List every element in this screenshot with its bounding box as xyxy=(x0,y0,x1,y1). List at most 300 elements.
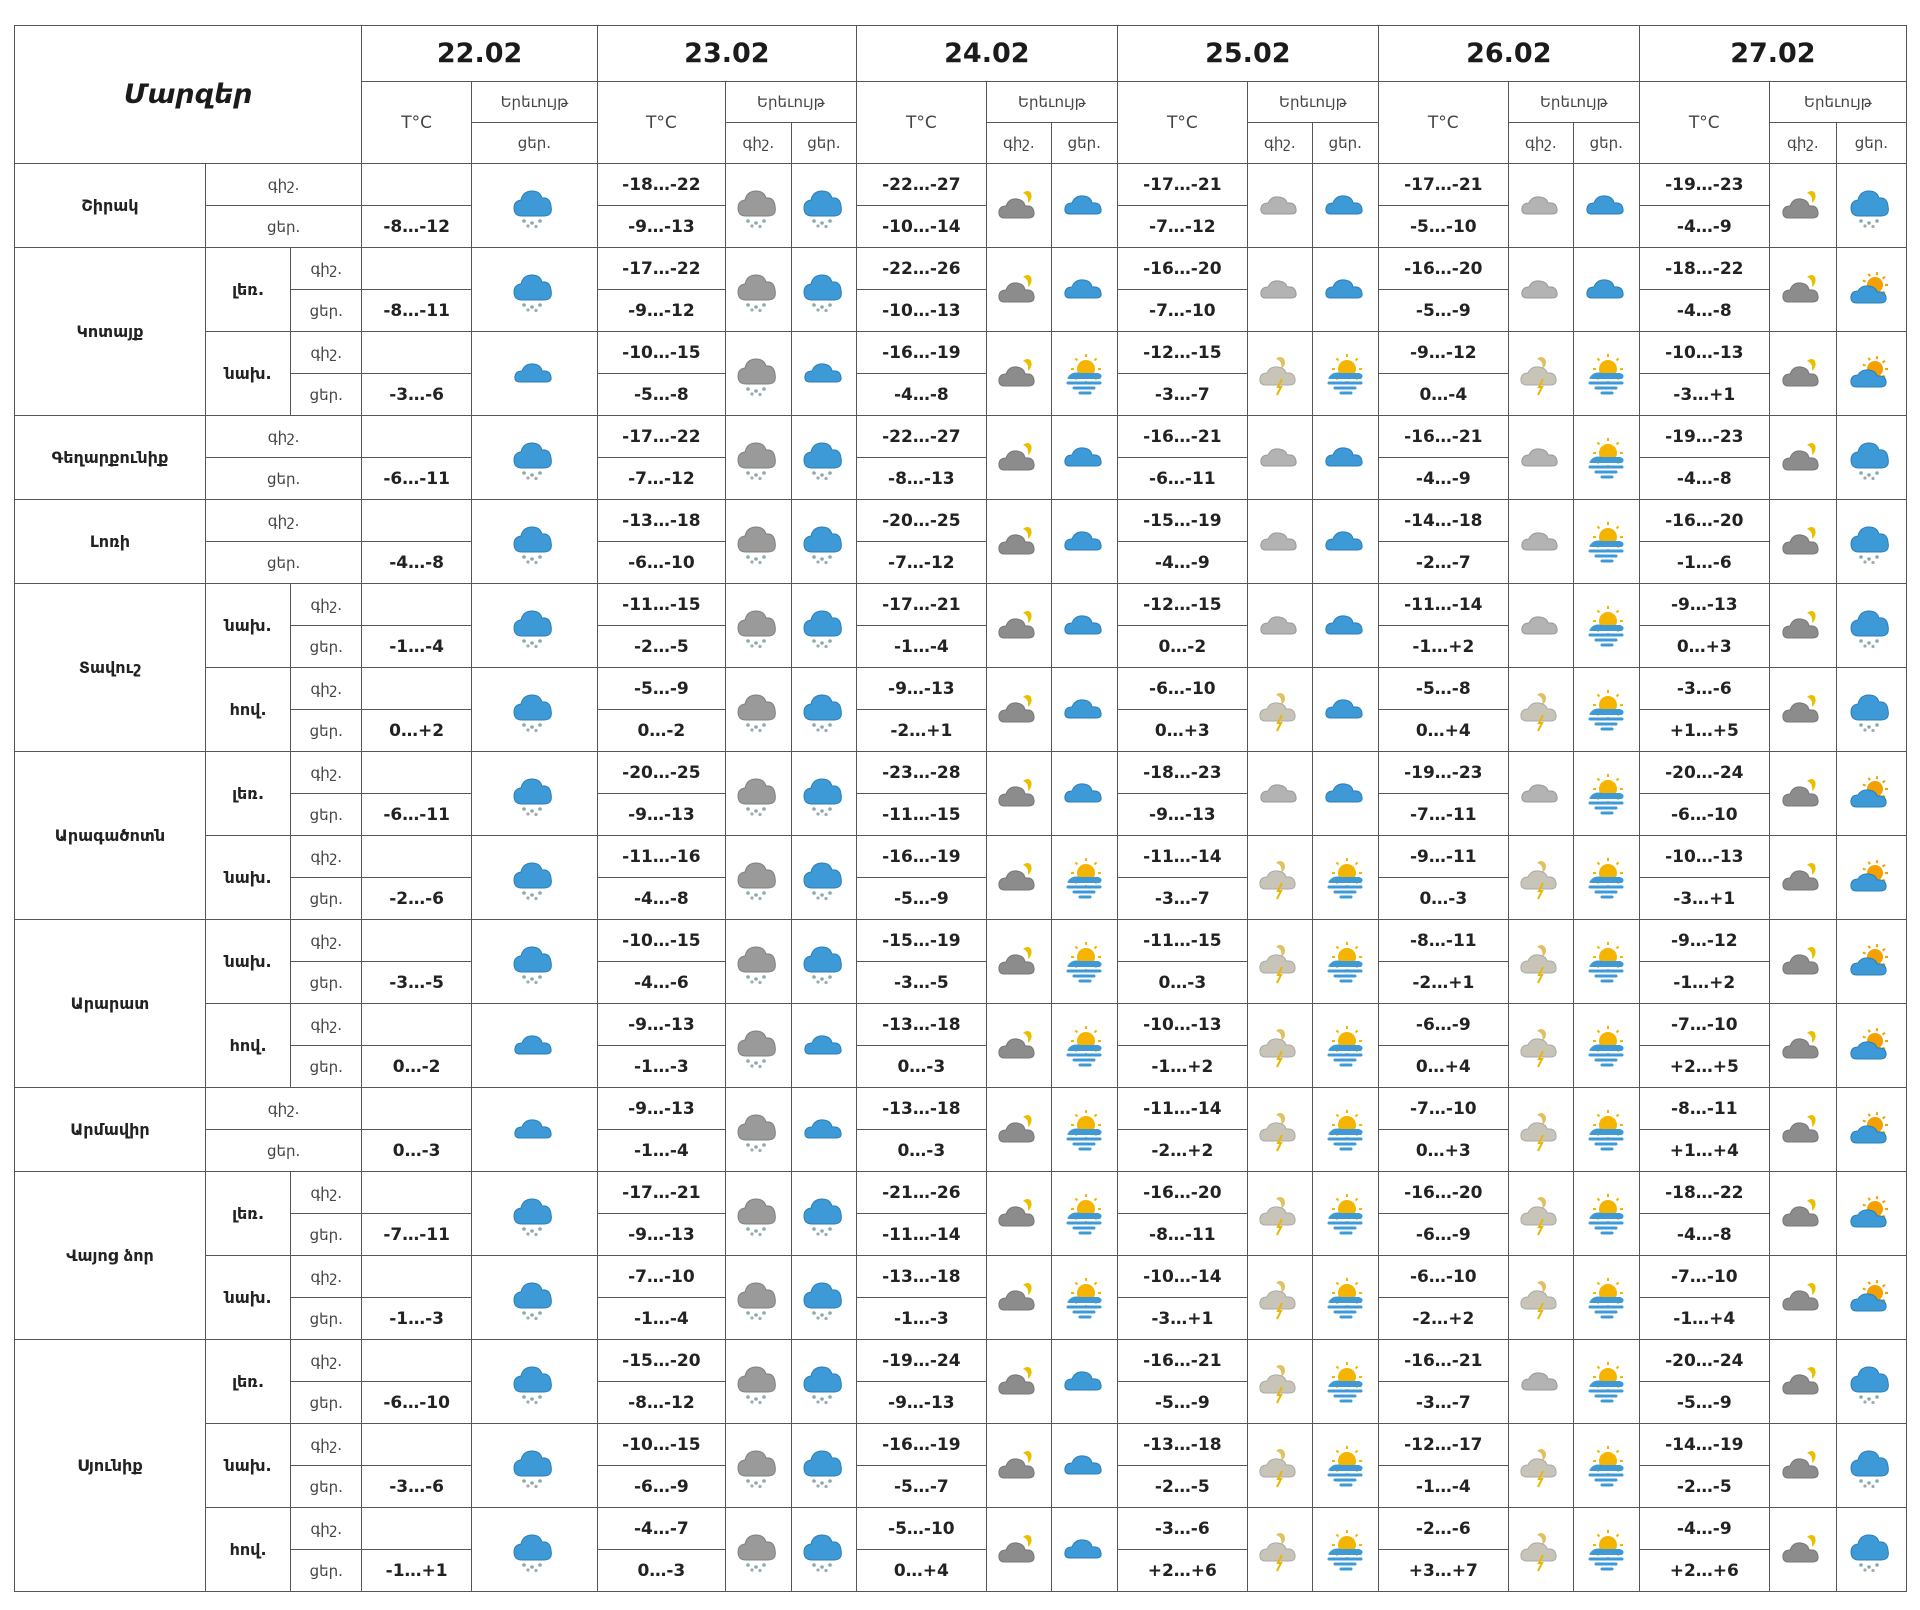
temp-cell: -4…-9 xyxy=(1117,542,1247,584)
temp-cell: -1…+4 xyxy=(1639,1298,1769,1340)
weather-icon-cell xyxy=(1573,416,1639,500)
partly-cloudy-moon-icon xyxy=(987,1189,1051,1239)
weather-icon-cell xyxy=(1247,1256,1312,1340)
snow-cloud-icon xyxy=(472,601,597,651)
sun-fog-icon xyxy=(1052,937,1117,987)
sun-fog-icon xyxy=(1052,1189,1117,1239)
grey-cloud-icon xyxy=(1248,265,1312,315)
partly-cloudy-moon-icon xyxy=(987,1105,1051,1155)
weather-icon-cell xyxy=(1573,1088,1639,1172)
weather-icon-cell xyxy=(471,1256,597,1340)
temp-cell: -3…+1 xyxy=(1117,1298,1247,1340)
weather-icon-cell xyxy=(1769,164,1836,248)
sun-fog-icon xyxy=(1574,1273,1639,1323)
blue-cloud-icon xyxy=(1313,181,1378,231)
temp-cell: -15…-20 xyxy=(597,1340,725,1382)
weather-icon-cell xyxy=(1247,584,1312,668)
temp-cell: -16…-21 xyxy=(1378,416,1508,458)
weather-icon-cell xyxy=(986,836,1051,920)
night-col-header: գիշ. xyxy=(1769,123,1836,164)
blue-cloud-icon xyxy=(1313,769,1378,819)
temp-cell: -18…-22 xyxy=(597,164,725,206)
weather-icon-cell xyxy=(1312,1340,1378,1424)
partly-cloudy-moon-icon xyxy=(987,349,1051,399)
weather-icon-cell xyxy=(1573,1004,1639,1088)
temp-cell: -10…-15 xyxy=(597,1424,725,1466)
blue-cloud-icon xyxy=(1313,265,1378,315)
light-moon-cloud-icon xyxy=(1509,1189,1573,1239)
sun-fog-icon xyxy=(1052,1273,1117,1323)
temp-cell: -5…-7 xyxy=(856,1466,986,1508)
zone-label: նախ. xyxy=(205,836,290,920)
snow-cloud-icon xyxy=(472,433,597,483)
temp-cell: -19…-23 xyxy=(1639,164,1769,206)
date-header: 27.02 xyxy=(1639,26,1906,82)
night-label: գիշ. xyxy=(291,1172,362,1214)
snow-cloud-icon xyxy=(1837,1525,1906,1575)
temp-cell-empty xyxy=(362,1004,472,1046)
sun-fog-icon xyxy=(1313,1105,1378,1155)
weather-icon-cell xyxy=(1312,668,1378,752)
weather-icon-cell xyxy=(1051,500,1117,584)
temp-cell: -10…-15 xyxy=(597,332,725,374)
temp-cell: -16…-20 xyxy=(1378,1172,1508,1214)
partly-cloudy-moon-icon xyxy=(1770,1441,1836,1491)
weather-icon-cell xyxy=(1836,164,1906,248)
temp-cell: -3…+1 xyxy=(1639,878,1769,920)
weather-icon-cell xyxy=(471,836,597,920)
partly-cloudy-moon-icon xyxy=(987,1525,1051,1575)
weather-icon-cell xyxy=(1051,668,1117,752)
temp-cell-empty xyxy=(362,668,472,710)
temp-cell: -12…-17 xyxy=(1378,1424,1508,1466)
temp-cell: -7…-12 xyxy=(856,542,986,584)
blue-cloud-icon xyxy=(1313,517,1378,567)
temp-cell: -7…-11 xyxy=(1378,794,1508,836)
sun-fog-icon xyxy=(1574,937,1639,987)
partly-cloudy-moon-icon xyxy=(987,265,1051,315)
night-label: գիշ. xyxy=(291,584,362,626)
partly-cloudy-moon-icon xyxy=(1770,265,1836,315)
weather-icon-cell xyxy=(725,248,791,332)
partly-cloudy-moon-icon xyxy=(1770,937,1836,987)
temp-cell: -3…-7 xyxy=(1378,1382,1508,1424)
weather-icon-cell xyxy=(725,1340,791,1424)
light-moon-cloud-icon xyxy=(1248,1021,1312,1071)
temp-cell: -1…-3 xyxy=(362,1298,472,1340)
weather-icon-cell xyxy=(471,1004,597,1088)
weather-icon-cell xyxy=(986,752,1051,836)
temp-cell: -4…-8 xyxy=(597,878,725,920)
forecast-table xyxy=(14,25,1907,1592)
temp-cell: 0…+2 xyxy=(362,710,472,752)
blue-cloud-icon xyxy=(1052,265,1117,315)
weather-icon-cell xyxy=(1573,1172,1639,1256)
zone-label: նախ. xyxy=(205,920,290,1004)
weather-icon-cell xyxy=(1247,1424,1312,1508)
sun-fog-icon xyxy=(1313,1021,1378,1071)
temp-cell: -18…-22 xyxy=(1639,1172,1769,1214)
weather-icon-cell xyxy=(471,416,597,500)
table-row xyxy=(15,500,1907,542)
temp-cell: -4…-8 xyxy=(1639,1214,1769,1256)
temp-cell: -9…-13 xyxy=(597,794,725,836)
weather-icon-cell xyxy=(1247,500,1312,584)
weather-icon-cell xyxy=(1573,1424,1639,1508)
light-moon-cloud-icon xyxy=(1248,1273,1312,1323)
table-row xyxy=(15,1508,1907,1550)
zone-label: հով. xyxy=(205,1004,290,1088)
partly-cloudy-moon-icon xyxy=(1770,769,1836,819)
night-label: գիշ. xyxy=(205,164,361,206)
weather-icon-cell xyxy=(1769,1256,1836,1340)
weather-icon-cell xyxy=(986,332,1051,416)
weather-icon-cell xyxy=(1247,668,1312,752)
night-col-header: գիշ. xyxy=(725,123,791,164)
weather-icon-cell xyxy=(1573,836,1639,920)
temp-cell: -11…-14 xyxy=(1117,836,1247,878)
temp-cell: 0…+3 xyxy=(1378,1130,1508,1172)
day-label: ցեր. xyxy=(291,1466,362,1508)
sun-fog-icon xyxy=(1313,1441,1378,1491)
weather-icon-cell xyxy=(1051,416,1117,500)
weather-icon-cell xyxy=(1573,248,1639,332)
weather-icon-cell xyxy=(1051,1172,1117,1256)
weather-icon-cell xyxy=(725,584,791,668)
weather-icon-cell xyxy=(986,920,1051,1004)
temp-cell: -13…-18 xyxy=(856,1004,986,1046)
weather-icon-cell xyxy=(1051,1256,1117,1340)
temp-cell: 0…-3 xyxy=(362,1130,472,1172)
partly-cloudy-moon-icon xyxy=(987,1357,1051,1407)
weather-icon-cell xyxy=(791,1340,856,1424)
temp-cell: -4…-8 xyxy=(856,374,986,416)
weather-icon-cell xyxy=(1573,332,1639,416)
weather-icon-cell xyxy=(471,1340,597,1424)
partly-cloudy-moon-icon xyxy=(987,1021,1051,1071)
province-name: Գեղարքունիք xyxy=(15,416,206,500)
temp-cell: -7…-10 xyxy=(597,1256,725,1298)
weather-icon-cell xyxy=(1051,584,1117,668)
province-name: Սյունիք xyxy=(15,1340,206,1592)
temp-cell: -10…-13 xyxy=(1639,332,1769,374)
phenomenon-col-header: Երեւույթ xyxy=(986,82,1117,123)
weather-icon-cell xyxy=(1051,248,1117,332)
temp-cell: -10…-15 xyxy=(597,920,725,962)
temp-cell: -19…-24 xyxy=(856,1340,986,1382)
temp-cell: -7…-11 xyxy=(362,1214,472,1256)
temp-cell: -7…-10 xyxy=(1378,1088,1508,1130)
temp-cell: -13…-18 xyxy=(1117,1424,1247,1466)
snow-cloud-icon xyxy=(792,433,856,483)
temp-cell: -2…-7 xyxy=(1378,542,1508,584)
temp-cell: -1…-4 xyxy=(362,626,472,668)
temp-cell-empty xyxy=(362,416,472,458)
weather-icon-cell xyxy=(986,248,1051,332)
weather-icon-cell xyxy=(1508,416,1573,500)
temp-cell: -2…-6 xyxy=(1378,1508,1508,1550)
weather-icon-cell xyxy=(1508,920,1573,1004)
grey-cloud-icon xyxy=(1248,601,1312,651)
temp-cell: -13…-18 xyxy=(597,500,725,542)
day-label: ցեր. xyxy=(291,374,362,416)
temp-cell: -9…-13 xyxy=(597,1004,725,1046)
weather-icon-cell xyxy=(471,1088,597,1172)
weather-icon-cell xyxy=(986,668,1051,752)
weather-icon-cell xyxy=(986,1256,1051,1340)
weather-icon-cell xyxy=(1508,332,1573,416)
weather-icon-cell xyxy=(725,1508,791,1592)
temp-cell: -1…+1 xyxy=(362,1550,472,1592)
phenomenon-col-header: Երեւույթ xyxy=(1769,82,1906,123)
grey-cloud-icon xyxy=(1509,517,1573,567)
temp-cell: -4…-7 xyxy=(597,1508,725,1550)
snow-cloud-icon xyxy=(472,1525,597,1575)
weather-icon-cell xyxy=(1051,1508,1117,1592)
zone-label: նախ. xyxy=(205,1256,290,1340)
weather-icon-cell xyxy=(1051,836,1117,920)
temp-cell: -22…-27 xyxy=(856,416,986,458)
temp-cell: -1…-4 xyxy=(856,626,986,668)
light-moon-cloud-icon xyxy=(1248,853,1312,903)
grey-snow-cloud-icon xyxy=(726,1525,791,1575)
temp-cell: -9…-11 xyxy=(1378,836,1508,878)
temp-cell: -5…-9 xyxy=(597,668,725,710)
temp-cell: -10…-13 xyxy=(1639,836,1769,878)
partly-cloudy-moon-icon xyxy=(987,433,1051,483)
temp-cell: -7…-10 xyxy=(1639,1256,1769,1298)
temp-cell: -5…-9 xyxy=(1639,1382,1769,1424)
sun-cloud-icon xyxy=(1837,853,1906,903)
temp-cell: -17…-22 xyxy=(597,416,725,458)
temp-cell: -19…-23 xyxy=(1378,752,1508,794)
temp-cell: -1…-4 xyxy=(597,1298,725,1340)
partly-cloudy-moon-icon xyxy=(987,1273,1051,1323)
weather-icon-cell xyxy=(791,752,856,836)
weather-icon-cell xyxy=(1051,752,1117,836)
temp-cell: -5…-9 xyxy=(856,878,986,920)
partly-cloudy-moon-icon xyxy=(1770,1357,1836,1407)
sun-fog-icon xyxy=(1574,1441,1639,1491)
temp-cell: 0…-3 xyxy=(597,1550,725,1592)
sun-fog-icon xyxy=(1052,349,1117,399)
weather-icon-cell xyxy=(1508,836,1573,920)
temp-col-header: T°C xyxy=(1117,82,1247,164)
temp-cell: -4…-9 xyxy=(1639,206,1769,248)
partly-cloudy-moon-icon xyxy=(1770,517,1836,567)
weather-icon-cell xyxy=(1247,920,1312,1004)
partly-cloudy-moon-icon xyxy=(987,181,1051,231)
table-row xyxy=(15,1256,1907,1298)
partly-cloudy-moon-icon xyxy=(987,685,1051,735)
temp-cell: -4…-6 xyxy=(597,962,725,1004)
weather-icon-cell xyxy=(471,248,597,332)
weather-icon-cell xyxy=(725,1088,791,1172)
weather-icon-cell xyxy=(986,1508,1051,1592)
weather-icon-cell xyxy=(986,1004,1051,1088)
sun-cloud-icon xyxy=(1837,937,1906,987)
weather-icon-cell xyxy=(1051,164,1117,248)
weather-icon-cell xyxy=(1508,752,1573,836)
temp-cell: -8…-11 xyxy=(1378,920,1508,962)
temp-cell: -11…-14 xyxy=(1117,1088,1247,1130)
snow-cloud-icon xyxy=(792,1441,856,1491)
table-row xyxy=(15,668,1907,710)
temp-cell-empty xyxy=(362,332,472,374)
temp-cell: -21…-26 xyxy=(856,1172,986,1214)
partly-cloudy-moon-icon xyxy=(1770,1525,1836,1575)
day-label: ցեր. xyxy=(291,290,362,332)
temp-cell: -1…-3 xyxy=(856,1298,986,1340)
snow-cloud-icon xyxy=(792,517,856,567)
night-label: գիշ. xyxy=(291,248,362,290)
light-moon-cloud-icon xyxy=(1248,685,1312,735)
temp-col-header: T°C xyxy=(362,82,472,164)
temp-cell: -1…-4 xyxy=(597,1130,725,1172)
temp-cell: -9…-13 xyxy=(1117,794,1247,836)
table-row xyxy=(15,164,1907,206)
weather-icon-cell xyxy=(1312,1088,1378,1172)
sun-fog-icon xyxy=(1313,1189,1378,1239)
weather-icon-cell xyxy=(471,584,597,668)
temp-cell: -1…-6 xyxy=(1639,542,1769,584)
weather-icon-cell xyxy=(986,416,1051,500)
temp-cell: -14…-19 xyxy=(1639,1424,1769,1466)
weather-icon-cell xyxy=(1312,1256,1378,1340)
sun-fog-icon xyxy=(1574,769,1639,819)
temp-cell: -6…-9 xyxy=(1378,1214,1508,1256)
light-moon-cloud-icon xyxy=(1509,685,1573,735)
temp-cell: -8…-12 xyxy=(362,206,472,248)
blue-cloud-icon xyxy=(1052,181,1117,231)
night-label: գիշ. xyxy=(291,1256,362,1298)
temp-cell: -8…-12 xyxy=(597,1382,725,1424)
temp-cell: 0…+4 xyxy=(1378,710,1508,752)
weather-icon-cell xyxy=(791,416,856,500)
snow-cloud-icon xyxy=(1837,517,1906,567)
snow-cloud-icon xyxy=(792,601,856,651)
temp-cell: -5…-8 xyxy=(597,374,725,416)
temp-cell: -9…-13 xyxy=(856,668,986,710)
snow-cloud-icon xyxy=(792,1357,856,1407)
night-label: գիշ. xyxy=(205,500,361,542)
partly-cloudy-moon-icon xyxy=(1770,181,1836,231)
temp-cell: -17…-21 xyxy=(856,584,986,626)
blue-cloud-icon xyxy=(1052,433,1117,483)
sun-fog-icon xyxy=(1574,1021,1639,1071)
temp-cell: -20…-24 xyxy=(1639,752,1769,794)
temp-cell: -4…-8 xyxy=(1639,290,1769,332)
day-label: ցեր. xyxy=(205,542,361,584)
temp-col-header: T°C xyxy=(856,82,986,164)
weather-icon-cell xyxy=(1312,1004,1378,1088)
temp-col-header: T°C xyxy=(597,82,725,164)
zone-label: հով. xyxy=(205,1508,290,1592)
snow-cloud-icon xyxy=(1837,1441,1906,1491)
temp-cell: -2…+2 xyxy=(1117,1130,1247,1172)
snow-cloud-icon xyxy=(1837,181,1906,231)
temp-cell: -3…-6 xyxy=(362,374,472,416)
temp-cell: +2…+6 xyxy=(1639,1550,1769,1592)
weather-icon-cell xyxy=(1573,668,1639,752)
temp-cell: -9…-13 xyxy=(856,1382,986,1424)
weather-icon-cell xyxy=(725,332,791,416)
day-label: ցեր. xyxy=(291,1550,362,1592)
weather-icon-cell xyxy=(471,1172,597,1256)
weather-icon-cell xyxy=(1508,248,1573,332)
weather-icon-cell xyxy=(1573,752,1639,836)
table-row xyxy=(15,1424,1907,1466)
weather-icon-cell xyxy=(471,332,597,416)
weather-icon-cell xyxy=(1312,164,1378,248)
light-moon-cloud-icon xyxy=(1509,1021,1573,1071)
weather-icon-cell xyxy=(1247,1088,1312,1172)
temp-cell-empty xyxy=(362,500,472,542)
weather-icon-cell xyxy=(1573,500,1639,584)
grey-cloud-icon xyxy=(1509,265,1573,315)
province-name: Տավուշ xyxy=(15,584,206,752)
night-label: գիշ. xyxy=(205,1088,361,1130)
phenomenon-col-header: Երեւույթ xyxy=(1508,82,1639,123)
temp-cell: -7…-12 xyxy=(1117,206,1247,248)
zone-label: նախ. xyxy=(205,1424,290,1508)
weather-icon-cell xyxy=(1247,416,1312,500)
temp-cell: -9…-12 xyxy=(1639,920,1769,962)
weather-icon-cell xyxy=(1247,248,1312,332)
snow-cloud-icon xyxy=(792,1273,856,1323)
temp-cell: -8…-11 xyxy=(362,290,472,332)
temp-cell: -9…-12 xyxy=(1378,332,1508,374)
weather-icon-cell xyxy=(791,920,856,1004)
blue-cloud-icon xyxy=(792,349,856,399)
temp-col-header: T°C xyxy=(1639,82,1769,164)
table-row xyxy=(15,752,1907,794)
blue-cloud-icon xyxy=(1313,433,1378,483)
weather-icon-cell xyxy=(986,1340,1051,1424)
day-col-header: ցեր. xyxy=(1312,123,1378,164)
temp-cell: -2…+1 xyxy=(1378,962,1508,1004)
weather-icon-cell xyxy=(1769,836,1836,920)
weather-icon-cell xyxy=(471,1508,597,1592)
date-header: 25.02 xyxy=(1117,26,1378,82)
grey-snow-cloud-icon xyxy=(726,685,791,735)
date-header: 23.02 xyxy=(597,26,856,82)
weather-icon-cell xyxy=(1312,248,1378,332)
light-moon-cloud-icon xyxy=(1509,1273,1573,1323)
blue-cloud-icon xyxy=(1574,265,1639,315)
sun-fog-icon xyxy=(1574,601,1639,651)
temp-cell: 0…-2 xyxy=(362,1046,472,1088)
weather-icon-cell xyxy=(1508,584,1573,668)
temp-cell: -20…-25 xyxy=(856,500,986,542)
snow-cloud-icon xyxy=(792,853,856,903)
grey-cloud-icon xyxy=(1248,517,1312,567)
weather-icon-cell xyxy=(725,920,791,1004)
sun-fog-icon xyxy=(1574,349,1639,399)
weather-icon-cell xyxy=(986,1088,1051,1172)
weather-icon-cell xyxy=(725,668,791,752)
night-col-header: գիշ. xyxy=(1508,123,1573,164)
snow-cloud-icon xyxy=(792,685,856,735)
zone-label: նախ. xyxy=(205,332,290,416)
day-label: ցեր. xyxy=(205,1130,361,1172)
temp-cell-empty xyxy=(362,1172,472,1214)
snow-cloud-icon xyxy=(1837,601,1906,651)
light-moon-cloud-icon xyxy=(1509,349,1573,399)
temp-cell: -9…-12 xyxy=(597,290,725,332)
temp-cell-empty xyxy=(362,1340,472,1382)
weather-icon-cell xyxy=(1836,1340,1906,1424)
